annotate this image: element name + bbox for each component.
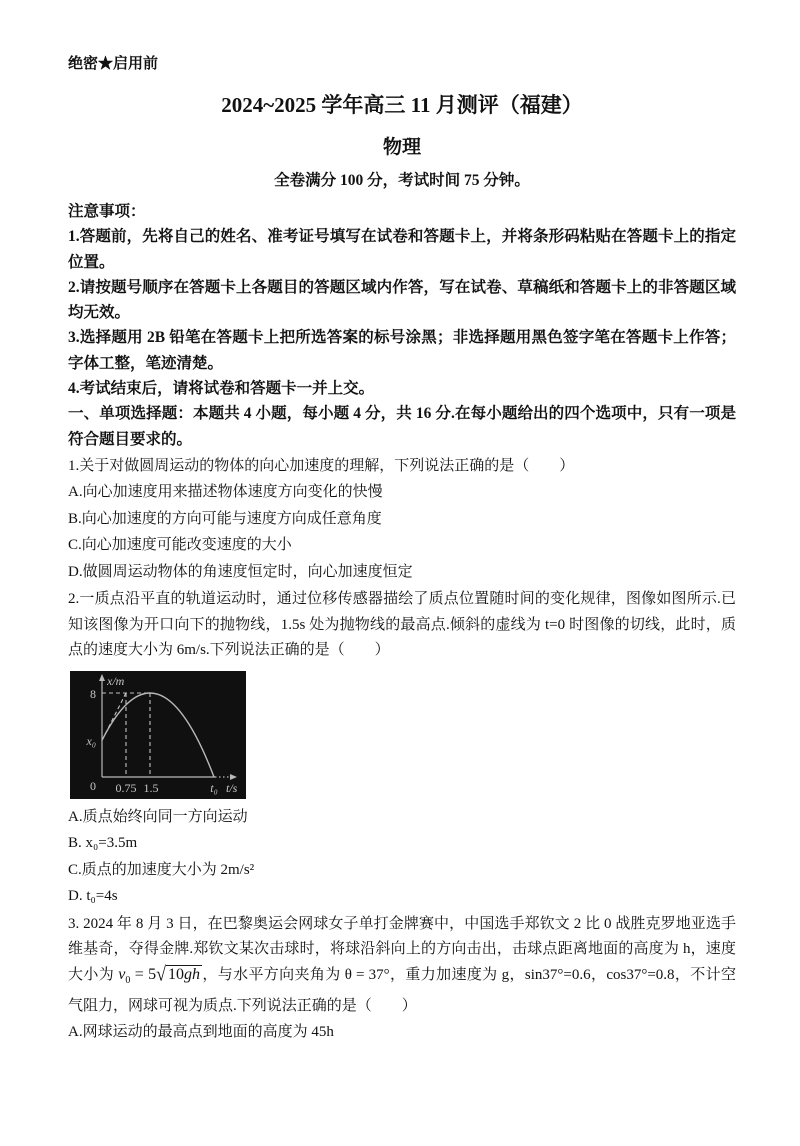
notice-item-2: 2.请按题号顺序在答题卡上各题目的答题区域内作答，写在试卷、草稿纸和答题卡上的非答题区域均无效。 <box>68 278 736 322</box>
graph-background <box>70 671 246 799</box>
section1-header: 一、单项选择题：本题共 4 小题，每小题 4 分，共 16 分.在每小题给出的四个选项中，只有一项是符合题目要求的。 <box>68 405 736 448</box>
q2-stem: 2.一质点沿平直的轨道运动时，通过位移传感器描绘了质点位置随时间的变化规律，图像如图所示.已知该图像为开口向下的抛物线，1.5s 处为抛物线的最高点.倾斜的虚线为 t=0 时图像的切线，此时，质点的速度大小为 6m/s.下列说法正确的是（ ） <box>68 591 736 659</box>
radicand-variables: gh <box>183 966 200 984</box>
graph-xtick-075: 0.75 <box>115 780 137 795</box>
graph-ytick-8: 8 <box>90 686 96 701</box>
q1-stem: 1.关于对做圆周运动的物体的向心加速度的理解，下列说法正确的是（ ） <box>68 457 575 474</box>
q3-stem-text-2: ，与水平方向夹角为 θ = 37°，重力加速度为 g，sin37°=0.6，cos37°=0.8，不计空气阻力，网球可视为质点.下列说法正确的是（ ） <box>68 967 736 1014</box>
subject-title: 物理 <box>382 137 421 158</box>
graph-x0-label: x₀ <box>86 733 96 748</box>
exam-info-line: 全卷满分 100 分，考试时间 75 分钟。 <box>274 172 530 189</box>
q1-option-a: A.向心加速度用来描述物体速度方向变化的快慢 <box>68 484 383 501</box>
q1-option-b: B.向心加速度的方向可能与速度方向成任意角度 <box>68 510 382 527</box>
graph-origin-label: 0 <box>90 778 96 793</box>
notice-section <box>68 199 736 401</box>
notice-item-3: 3.选择题用 2B 铅笔在答题卡上把所选答案的标号涂黑；非选择题用黑色签字笔在答题卡上作答；字体工整，笔迹清楚。 <box>68 329 736 372</box>
q2-option-d: D. t₀=4s <box>68 888 118 905</box>
security-classification: 绝密★启用前 <box>68 56 159 72</box>
notice-item-1: 1.答题前，先将自己的姓名、准考证号填写在试卷和答题卡上，并将条形码粘贴在答题卡上的指定位置。 <box>68 228 736 271</box>
q3-option-a: A.网球运动的最高点到地面的高度为 45h <box>68 1024 334 1041</box>
graph-xlabel: t/s <box>226 780 238 795</box>
exam-title: 2024~2025 学年高三 11 月测评（福建） <box>221 93 583 117</box>
q1-option-c: C.向心加速度可能改变速度的大小 <box>68 537 292 554</box>
q1-option-d: D.做圆周运动物体的角速度恒定时，向心加速度恒定 <box>68 563 413 580</box>
radicand <box>166 965 202 984</box>
formula-equals: = 5 <box>130 966 157 984</box>
q2-option-c: C.质点的加速度大小为 2m/s² <box>68 861 255 878</box>
q2-option-a: A.质点始终向同一方向运动 <box>68 808 248 825</box>
q2-option-b: B. x₀=3.5m <box>68 835 138 852</box>
notice-title: 注意事项： <box>68 203 146 220</box>
notice-item-4: 4.考试结束后，请将试卷和答题卡一并上交。 <box>68 380 375 398</box>
q2-position-time-graph <box>70 671 246 799</box>
q3-stem <box>68 912 736 1020</box>
radicand-number: 10 <box>167 966 184 984</box>
graph-xtick-15: 1.5 <box>143 780 159 795</box>
q3-stem-text-1: 3. 2024 年 8 月 3 日，在巴黎奥运会网球女子单打金牌赛中，中国选手郑钦文 2 比 0 战胜克罗地亚选手维基奇，夺得金牌.郑钦文某次击球时，将球沿斜向上的方向击出，击球点距离地面的高度为 h，速度大小为 <box>68 915 736 984</box>
graph-t0-label: t₀ <box>210 780 218 795</box>
q3-velocity-formula <box>118 963 202 987</box>
formula-variable-v: v <box>118 966 126 984</box>
graph-ylabel: x/m <box>107 673 125 688</box>
radical-sign: √ <box>156 963 166 986</box>
formula-subscript-0: 0 <box>125 975 131 987</box>
exam-page <box>68 56 736 1146</box>
